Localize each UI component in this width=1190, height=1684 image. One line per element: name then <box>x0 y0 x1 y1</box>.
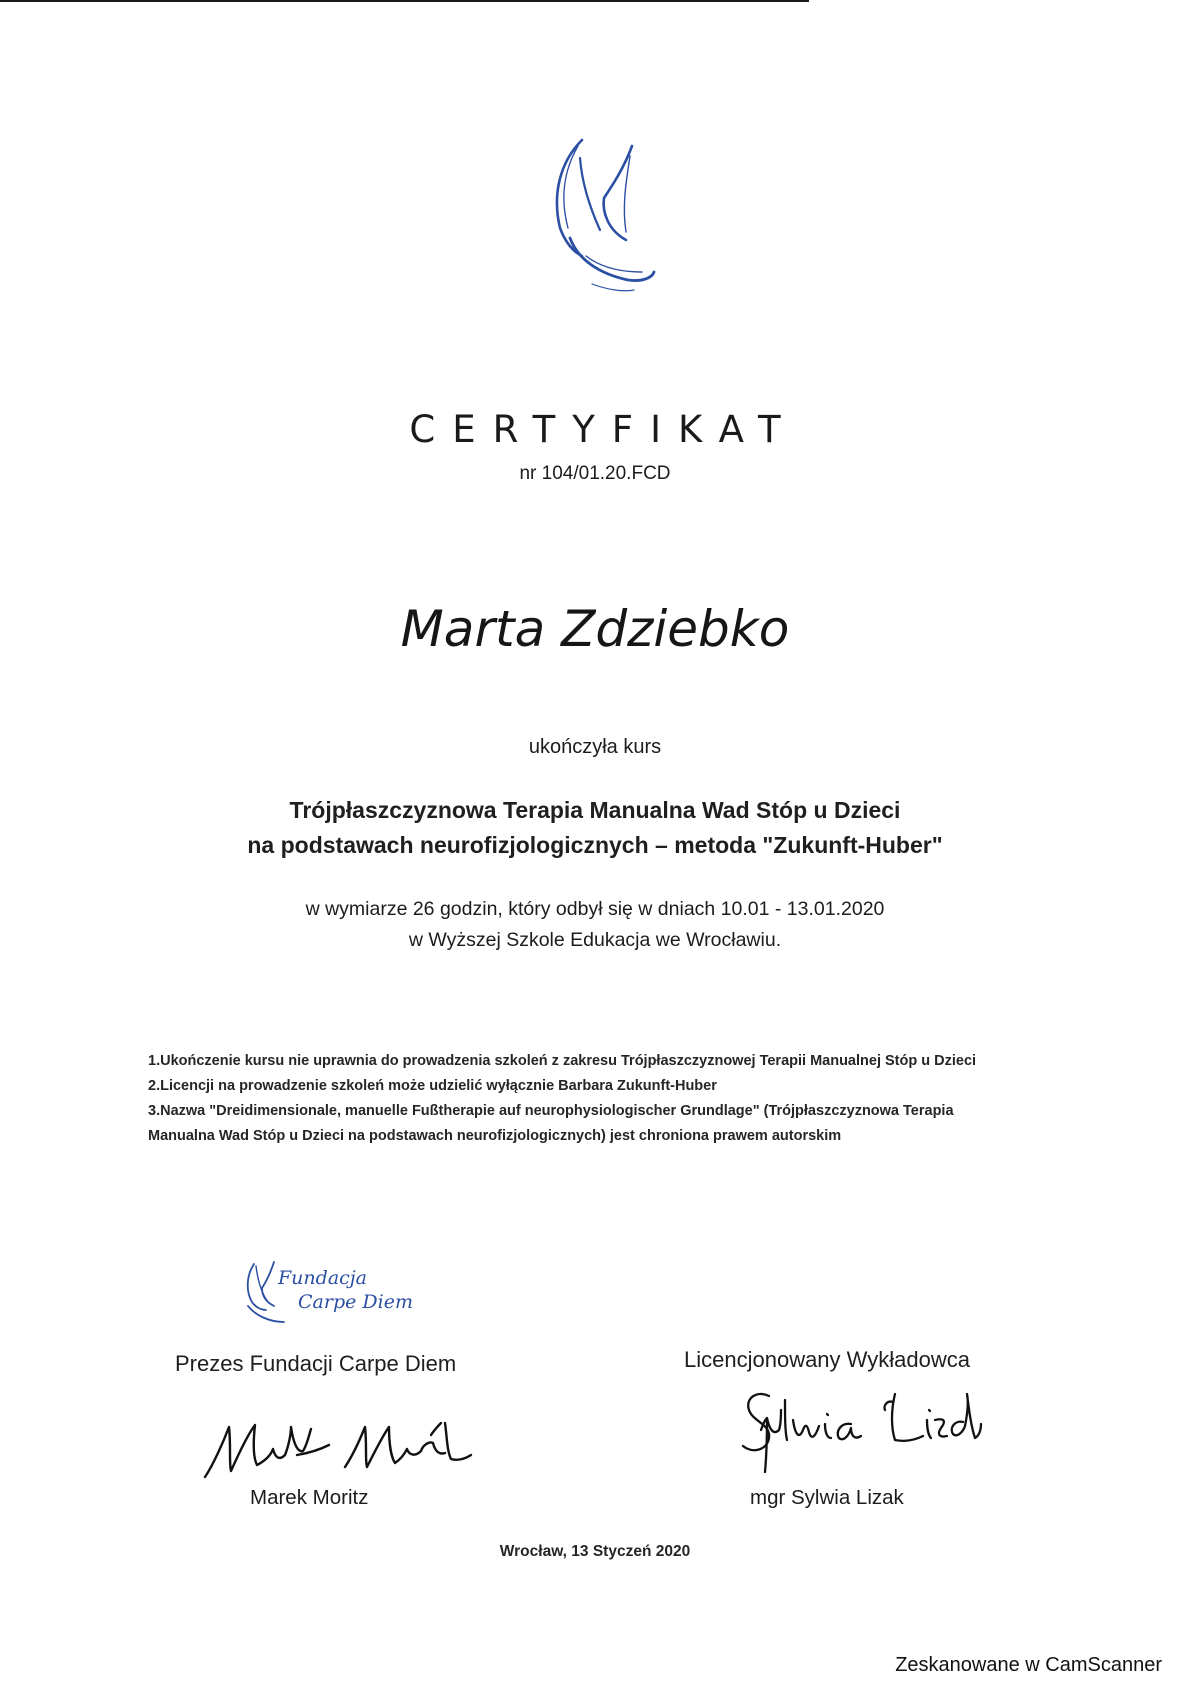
scanner-watermark: Zeskanowane w CamScanner <box>895 1654 1162 1676</box>
course-name-line-1: Trójpłaszczyznowa Terapia Manualna Wad Stóp u Dzieci <box>289 797 901 823</box>
right-signatory-name: mgr Sylwia Lizak <box>750 1486 904 1509</box>
certificate-number: nr 104/01.20.FCD <box>519 463 671 484</box>
course-details <box>0 894 1190 956</box>
butterfly-logo-icon <box>530 132 660 297</box>
certificate-title: CERTYFIKAT <box>409 408 798 451</box>
note-item: 2.Licencji na prowadzenie szkoleń może udzielić wyłącznie Barbara Zukunft-Huber <box>148 1078 717 1094</box>
recipient-name: Marta Zdziebko <box>400 600 790 658</box>
foundation-logo-line-2: Carpe Diem <box>298 1291 413 1313</box>
note-item: 3.Nazwa "Dreidimensionale, manuelle Fußtherapie auf neurophysiologischer Grundlage" (Trójpłaszczyznowa Terapia <box>148 1103 954 1119</box>
foundation-logo-line-1: Fundacja <box>278 1267 368 1289</box>
foundation-logo <box>240 1256 420 1326</box>
note-item: Manualna Wad Stóp u Dzieci na podstawach neurofizjologicznych) jest chroniona prawem autorskim <box>148 1128 842 1144</box>
completed-course-text: ukończyła kurs <box>528 736 662 758</box>
notes-list <box>148 1049 1048 1149</box>
course-details-line-1: w wymiarze 26 godzin, który odbył się w dniach 10.01 - 13.01.2020 <box>305 898 885 920</box>
note-item: 1.Ukończenie kursu nie uprawnia do prowadzenia szkoleń z zakresu Trójpłaszczyznowej Terapii Manualnej Stóp u Dzieci <box>148 1053 977 1069</box>
place-and-date: Wrocław, 13 Styczeń 2020 <box>499 1543 691 1560</box>
course-name-line-2: na podstawach neurofizjologicznych – metoda "Zukunft-Huber" <box>247 832 943 858</box>
course-name <box>0 793 1190 863</box>
right-signature <box>735 1380 985 1480</box>
right-signatory-title: Licencjonowany Wykładowca <box>684 1347 970 1372</box>
left-signature <box>195 1405 485 1490</box>
left-signatory-title: Prezes Fundacji Carpe Diem <box>175 1351 457 1376</box>
course-details-line-2: w Wyższej Szkole Edukacja we Wrocławiu. <box>408 929 782 951</box>
recipient-underline <box>0 0 809 2</box>
left-signatory-name: Marek Moritz <box>250 1486 369 1509</box>
